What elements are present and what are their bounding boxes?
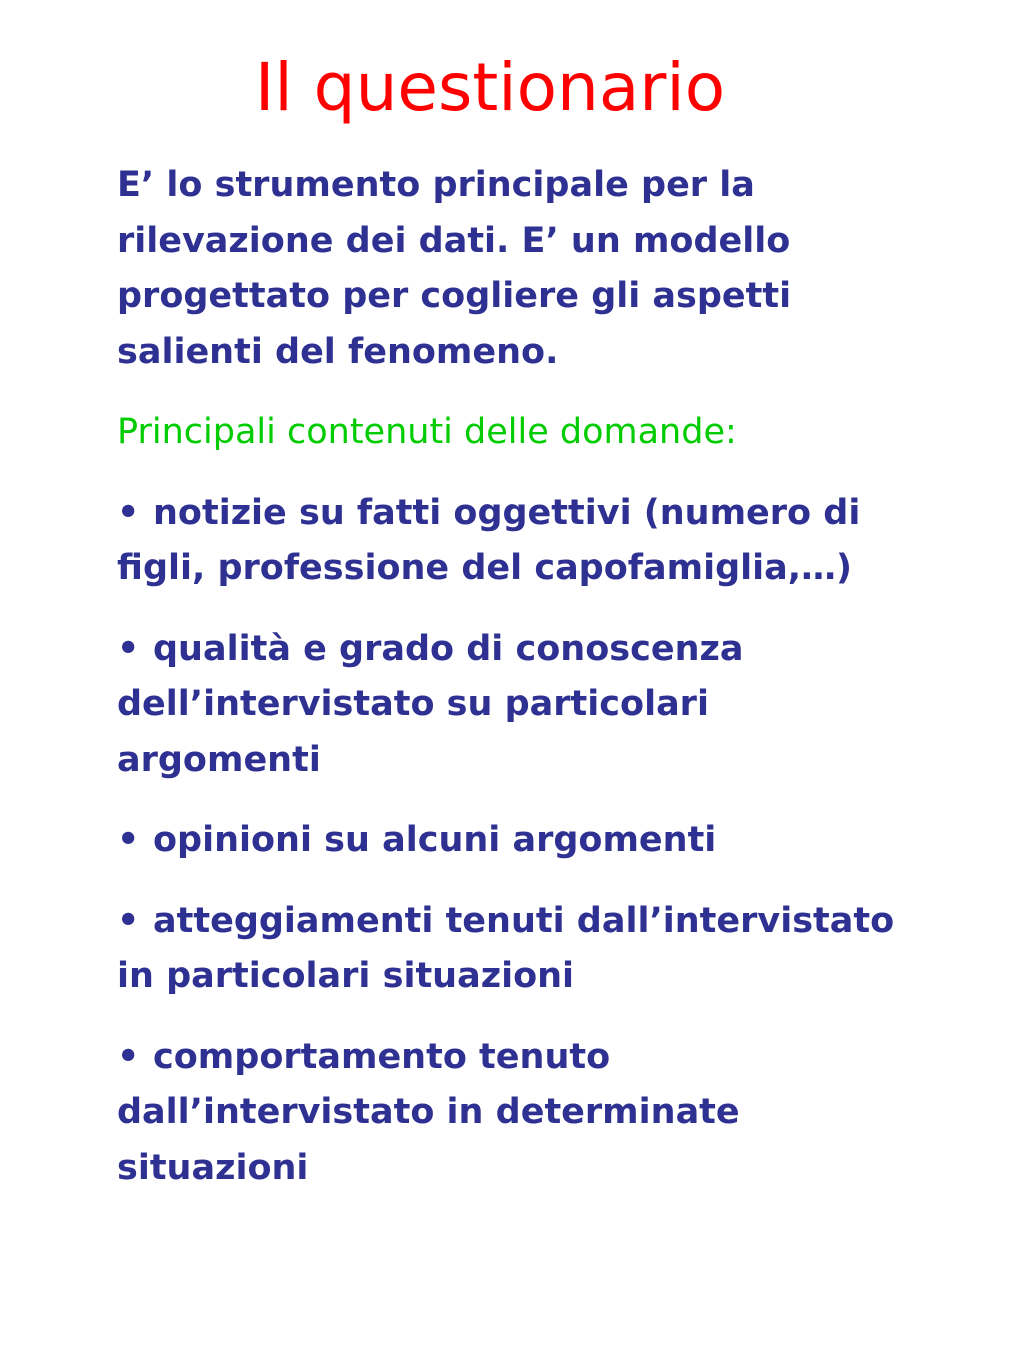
bullet-text: opinioni su alcuni argomenti (153, 820, 717, 860)
bullet-text: atteggiamenti tenuti dall’intervistato in particolari situazioni (117, 900, 895, 996)
bullet-item (117, 622, 907, 789)
intro-paragraph: E’ lo strumento principale per la rilevazione dei dati. E’ un modello progettato per cogliere gli aspetti salienti del fenomeno. (117, 165, 792, 372)
bullet-text: notizie su fatti oggettivi (numero di figli, professione del capofamiglia,…) (117, 492, 861, 588)
bullet-item (117, 894, 907, 1005)
bullet-text: qualità e grado di conoscenza dell’intervistato su particolari argomenti (117, 628, 744, 780)
bullet-icon: • (117, 820, 140, 860)
bullet-text: comportamento tenuto dall’intervistato in determinate situazioni (117, 1036, 740, 1188)
subheading: Principali contenuti delle domande: (117, 412, 737, 452)
bullet-icon: • (117, 628, 140, 669)
slide-title: Il questionario (254, 49, 726, 126)
bullet-item (117, 486, 907, 597)
bullet-item (117, 1030, 907, 1197)
bullet-icon: • (117, 492, 140, 533)
bullet-item (117, 813, 907, 869)
bullet-icon: • (117, 1036, 140, 1077)
bullet-icon: • (117, 900, 140, 941)
slide-body (117, 158, 907, 1221)
